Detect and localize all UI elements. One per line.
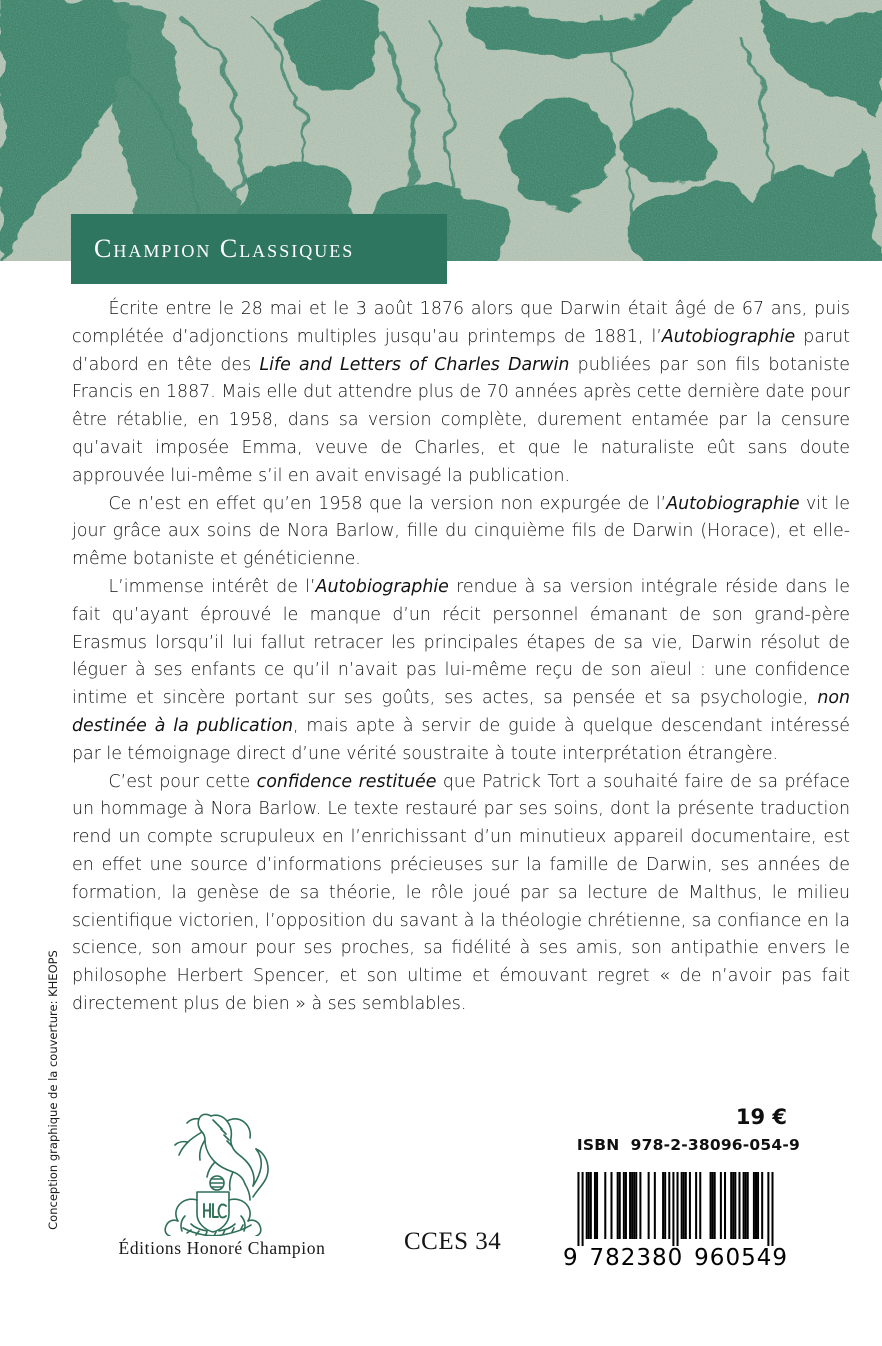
cover-design-credit: Conception graphique de la couverture: KHEOPS xyxy=(46,950,60,1230)
blurb-italic-title: Autobiographie xyxy=(315,576,449,597)
blurb-italic-title: confidence restituée xyxy=(256,771,437,792)
ean13-barcode xyxy=(563,1172,788,1246)
isbn-number: 978-2-38096-054-9 xyxy=(630,1136,800,1154)
blurb-text: L’immense intérêt de l’ xyxy=(108,576,316,597)
price-label: 19 € xyxy=(735,1105,787,1129)
blurb-italic-title: non destinée à la publication xyxy=(72,688,850,736)
champion-horse-crest-icon xyxy=(147,1104,297,1236)
barcode-digits xyxy=(563,1245,788,1271)
blurb-text: Ce n’est en effet qu’en 1958 que la version non expurgée de l’ xyxy=(108,493,667,514)
collection-banner xyxy=(71,214,447,284)
publisher-block xyxy=(72,1104,372,1259)
isbn-label: ISBN xyxy=(576,1136,620,1154)
barcode-left-digits: 782380 xyxy=(589,1245,684,1271)
blurb-text: Écrite entre le 28 mai et le 3 août 1876 alors que Darwin était âgé de 67 ans, puis complétée d’adjonctions multiples jusqu’au printemps de 1881, l’ xyxy=(72,299,850,347)
blurb-italic-title: Life and Letters of Charles Darwin xyxy=(259,354,570,375)
publisher-name: Éditions Honoré Champion xyxy=(118,1238,326,1258)
blurb-text: que Patrick Tort a souhaité faire de sa préface un hommage à Nora Barlow. Le texte restauré par ses soins, dont la présente traduction rend un compte scrupuleux en l’enrichissant d’un minutieux appareil documentaire, est en effet une source d’informations précieuses sur la famille de Darwin, ses années de formation, la genèse de sa théorie, le rôle joué par sa lecture de Malthus, le milieu scientifique victorien, l’opposition du savant à la théologie chrétienne, sa confiance en la science, son amour pour ses proches, sa fidélité à ses amis, son antipathie envers le philosophe Herbert Spencer, et son ultime et émouvant regret « de n’avoir pas fait directement plus de bien » à ses semblables. xyxy=(72,771,850,1014)
blurb-paragraph xyxy=(72,296,850,491)
barcode-lead-digit: 9 xyxy=(563,1245,579,1271)
blurb-italic-title: Autobiographie xyxy=(666,493,800,514)
blurb-text: C’est pour cette xyxy=(108,771,257,792)
blurb-text: publiées par son fils botaniste Francis en 1887. Mais elle dut attendre plus de 70 années après cette dernière date pour être rétablie, en 1958, dans sa version complète, durement entamée par la censure qu’avait imposée Emma, veuve de Charles, et que le naturaliste eût sans doute approuvée lui-même s’il en avait envisagé la publication. xyxy=(72,354,850,486)
collection-label: Champion Classiques xyxy=(94,234,355,263)
barcode-right-digits: 960549 xyxy=(694,1245,788,1271)
blurb-italic-title: Autobiographie xyxy=(661,326,796,347)
isbn-text xyxy=(577,1136,800,1154)
blurb-paragraph xyxy=(72,574,850,769)
blurb-text: vit le jour grâce aux soins de Nora Barlow, fille du cinquième fils de Darwin (Horace), et elle-même botaniste et généticienne. xyxy=(72,493,850,570)
blurb-paragraph xyxy=(72,769,850,1019)
blurb-paragraph xyxy=(72,491,850,574)
back-cover-blurb xyxy=(72,296,850,1019)
blurb-text: , mais apte à servir de guide à quelque descendant intéressé par le témoignage direct d’une vérité soustraite à toute interprétation étrangère. xyxy=(72,715,850,764)
series-code: CCES 34 xyxy=(404,1228,502,1255)
blurb-text: rendue à sa version intégrale réside dans le fait qu’ayant éprouvé le manque d’un récit personnel émanant de son grand-père Erasmus lorsqu’il lui fallut retracer les principales étapes de sa vie, Darwin résolut de léguer à ses enfants ce qu’il n’avait pas lui-même reçu de son aïeul : une confidence intime et sincère portant sur ses goûts, ses actes, sa pensée et sa psychologie, xyxy=(72,576,850,709)
blurb-text: parut d’abord en tête des xyxy=(72,326,850,375)
barcode-bars xyxy=(563,1172,788,1246)
